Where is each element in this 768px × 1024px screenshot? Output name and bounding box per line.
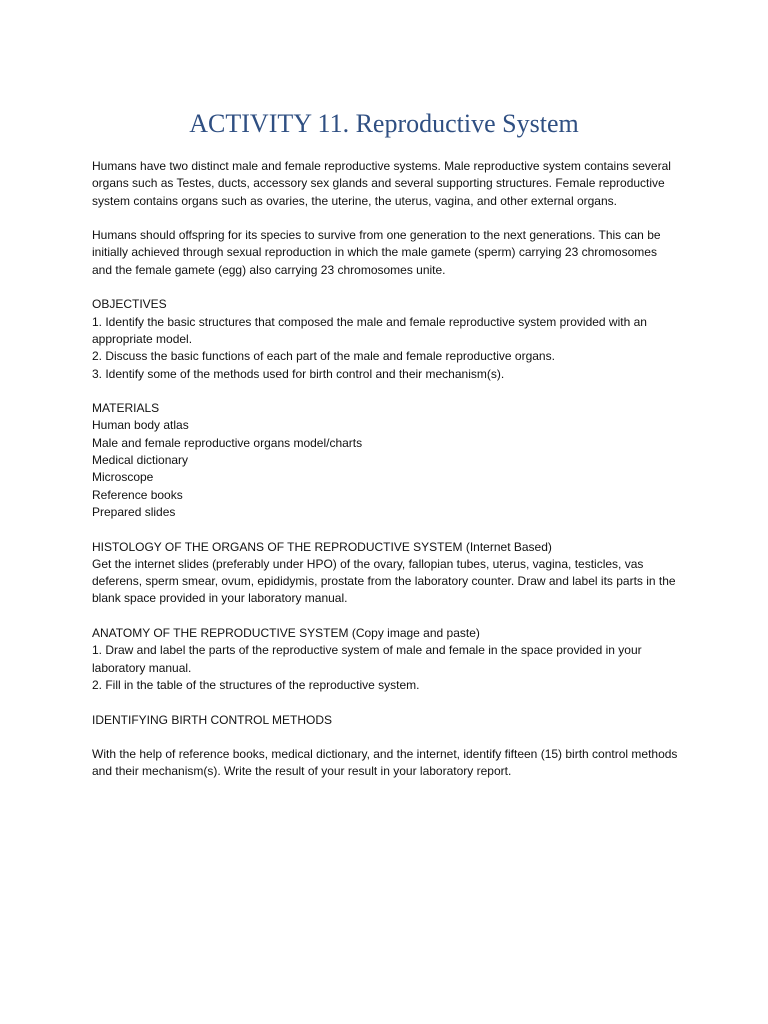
objectives-heading: OBJECTIVES	[92, 297, 167, 312]
material-item: Male and female reproductive organs model/charts	[92, 435, 363, 450]
materials-heading: MATERIALS	[92, 401, 160, 416]
birth-control-section	[92, 712, 678, 781]
material-item: Microscope	[92, 470, 154, 485]
page-title: ACTIVITY 11. Reproductive System	[189, 109, 579, 138]
anatomy-item-1: 1. Draw and label the parts of the reproductive system of male and female in the space provided in your laboratory manual.	[92, 643, 642, 675]
objective-item-3: 3. Identify some of the methods used for birth control and their mechanism(s).	[92, 366, 505, 381]
objectives-section	[92, 296, 678, 382]
materials-section	[92, 400, 678, 521]
objective-item-1: 1. Identify the basic structures that composed the male and female reproductive system provided with an appropriate model.	[92, 314, 647, 346]
intro-paragraph-2: Humans should offspring for its species to survive from one generation to the next generations. This can be initially achieved through sexual reproduction in which the male gamete (sperm) carrying 23 chromosomes and the female gamete (egg) also carrying 23 chromosomes unite.	[92, 228, 661, 277]
birth-control-text: With the help of reference books, medical dictionary, and the internet, identify fifteen (15) birth control methods and their mechanism(s). Write the result of your result in your laboratory report.	[92, 747, 678, 779]
anatomy-section	[92, 625, 678, 694]
objective-item-2: 2. Discuss the basic functions of each part of the male and female reproductive organs.	[92, 349, 555, 364]
histology-text: Get the internet slides (preferably under HPO) of the ovary, fallopian tubes, uterus, vagina, testicles, vas deferens, sperm smear, ovum, epididymis, prostate from the laboratory counter. Draw and label its parts in the blank space provided in your laboratory manual.	[92, 556, 676, 606]
histology-heading: HISTOLOGY OF THE ORGANS OF THE REPRODUCTIVE SYSTEM (Internet Based)	[92, 539, 552, 554]
intro-paragraph-1: Humans have two distinct male and female reproductive systems. Male reproductive system contains several organs such as Testes, ducts, accessory sex glands and several supporting structures. Female reproductive system contains organs such as ovaries, the uterine, the uterus, vagina, and other external organs.	[92, 159, 671, 208]
birth-control-heading: IDENTIFYING BIRTH CONTROL METHODS	[92, 712, 333, 727]
anatomy-heading: ANATOMY OF THE REPRODUCTIVE SYSTEM (Copy image and paste)	[92, 626, 480, 641]
material-item: Human body atlas	[92, 418, 189, 433]
material-item: Medical dictionary	[92, 453, 189, 468]
document-body	[92, 158, 678, 781]
histology-section	[92, 539, 678, 608]
material-item: Prepared slides	[92, 504, 176, 519]
material-item: Reference books	[92, 487, 183, 502]
anatomy-item-2: 2. Fill in the table of the structures of the reproductive system.	[92, 677, 420, 692]
